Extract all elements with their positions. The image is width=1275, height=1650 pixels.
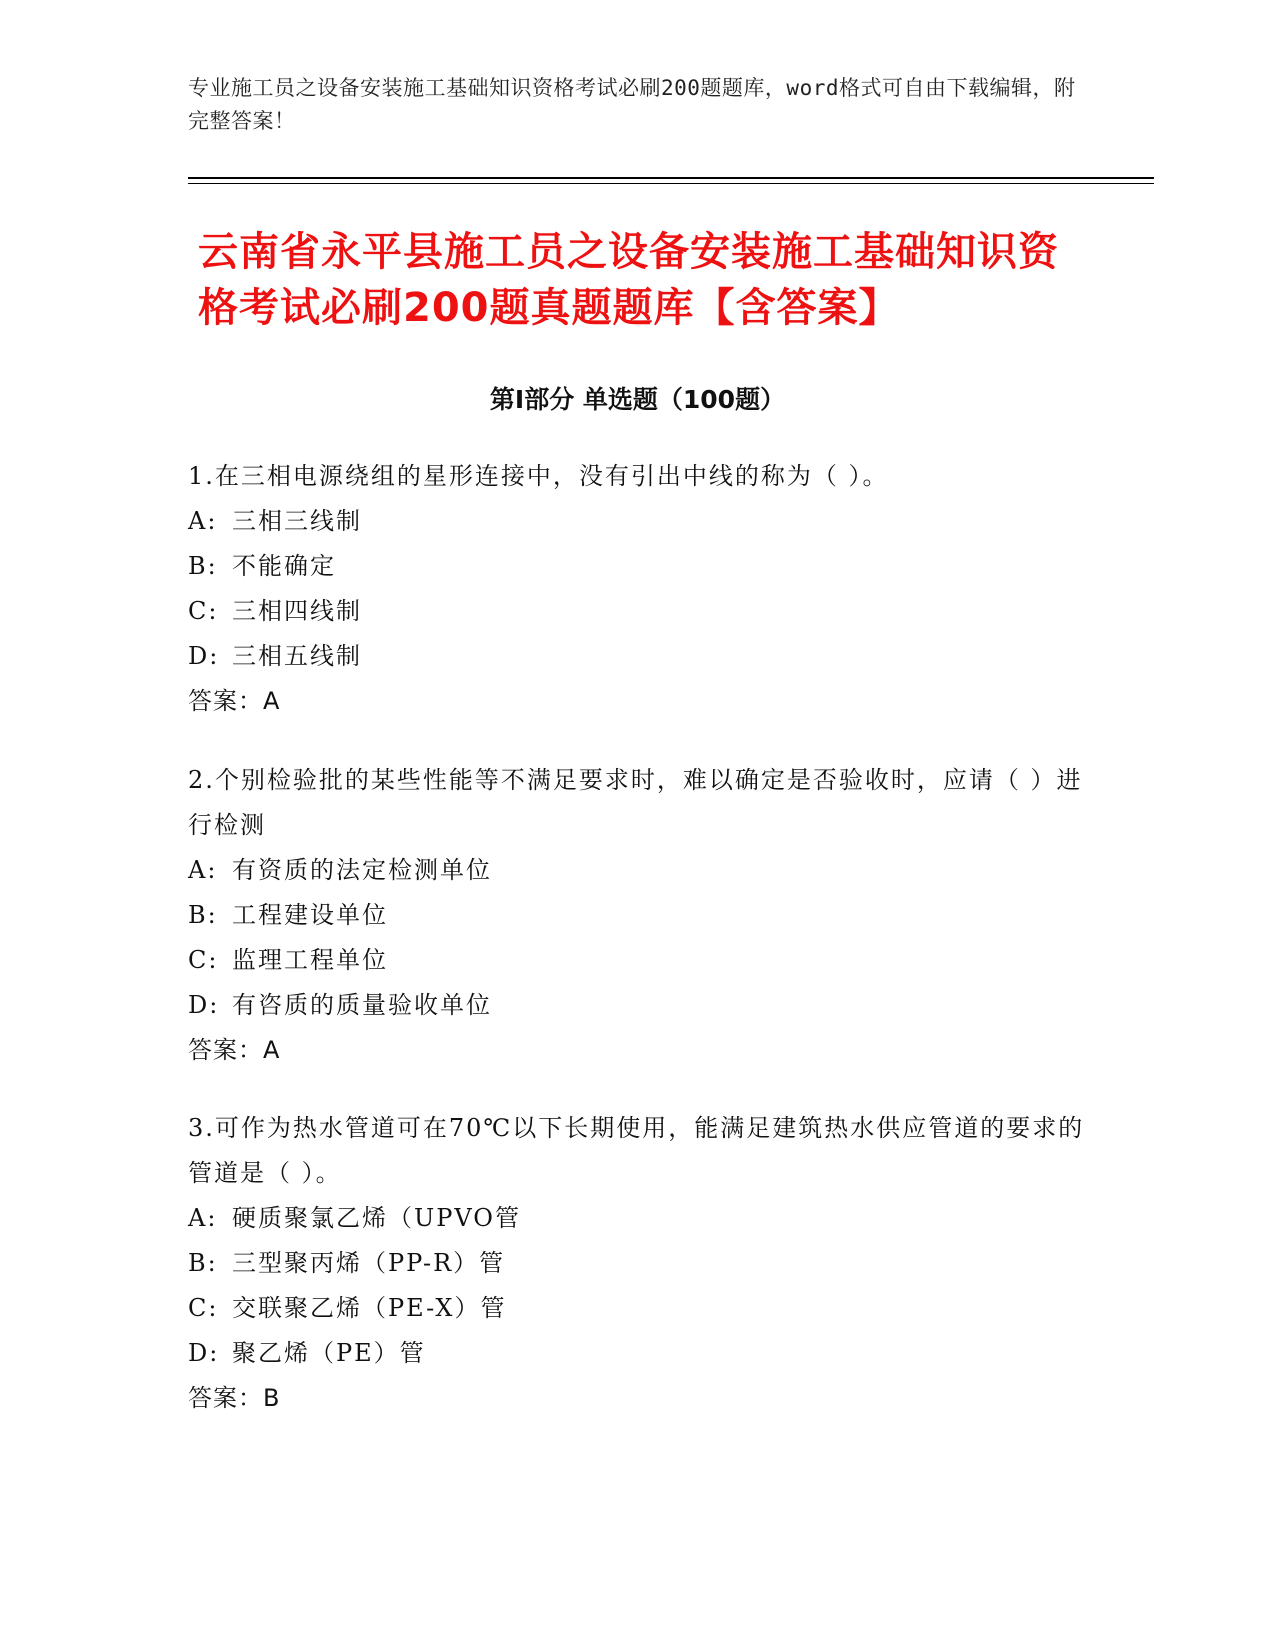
option-text: 硬质聚氯乙烯（UPVO管 [232, 1204, 521, 1232]
section-title: 第I部分 单选题（100题） [489, 385, 786, 414]
answer: 答案：B [188, 1384, 281, 1412]
header-divider-thick [188, 177, 1154, 179]
option-letter: A: [188, 856, 218, 884]
option-letter: A: [188, 507, 218, 535]
header-note: 专业施工员之设备安装施工基础知识资格考试必刷200题题库，word格式可自由下载编辑，附完整答案！ [188, 76, 1076, 133]
option-letter: A: [188, 1204, 218, 1232]
option-b [188, 1241, 1088, 1286]
option-text: 有资质的法定检测单位 [232, 856, 492, 884]
question-stem: 1.在三相电源绕组的星形连接中，没有引出中线的称为（ ）。 [188, 462, 889, 490]
option-text: 聚乙烯（PE）管 [232, 1339, 426, 1367]
option-letter: C: [188, 1294, 219, 1322]
header-divider-thin [188, 183, 1154, 184]
document-title: 云南省永平县施工员之设备安装施工基础知识资格考试必刷200题真题题库【含答案】 [198, 229, 1059, 331]
option-a [188, 848, 1088, 893]
question-2 [188, 758, 1088, 1073]
option-b [188, 544, 1088, 589]
option-letter: C: [188, 597, 219, 625]
option-text: 工程建设单位 [232, 901, 388, 929]
option-letter: D: [188, 991, 220, 1019]
answer: 答案：A [188, 687, 281, 715]
option-a [188, 499, 1088, 544]
option-d [188, 1331, 1088, 1376]
option-letter: B: [188, 1249, 218, 1277]
option-text: 交联聚乙烯（PE-X）管 [232, 1294, 507, 1322]
option-a [188, 1196, 1088, 1241]
option-d [188, 983, 1088, 1028]
option-d [188, 634, 1088, 679]
option-text: 有咨质的质量验收单位 [232, 991, 492, 1019]
option-letter: B: [188, 552, 218, 580]
option-text: 三相五线制 [232, 642, 362, 670]
option-b [188, 893, 1088, 938]
option-text: 三型聚丙烯（PP-R）管 [232, 1249, 506, 1277]
option-letter: D: [188, 1339, 220, 1367]
question-1 [188, 454, 1088, 724]
option-text: 监理工程单位 [232, 946, 388, 974]
answer: 答案：A [188, 1036, 281, 1064]
option-c [188, 938, 1088, 983]
question-stem: 2.个别检验批的某些性能等不满足要求时，难以确定是否验收时，应请（ ）进行检测 [188, 766, 1083, 839]
option-letter: D: [188, 642, 220, 670]
option-c [188, 589, 1088, 634]
question-stem: 3.可作为热水管道可在70℃以下长期使用，能满足建筑热水供应管道的要求的管道是（ ）。 [188, 1114, 1085, 1187]
option-text: 三相四线制 [232, 597, 362, 625]
question-3 [188, 1106, 1088, 1421]
option-text: 三相三线制 [232, 507, 362, 535]
option-letter: B: [188, 901, 218, 929]
option-c [188, 1286, 1088, 1331]
option-text: 不能确定 [232, 552, 336, 580]
option-letter: C: [188, 946, 219, 974]
